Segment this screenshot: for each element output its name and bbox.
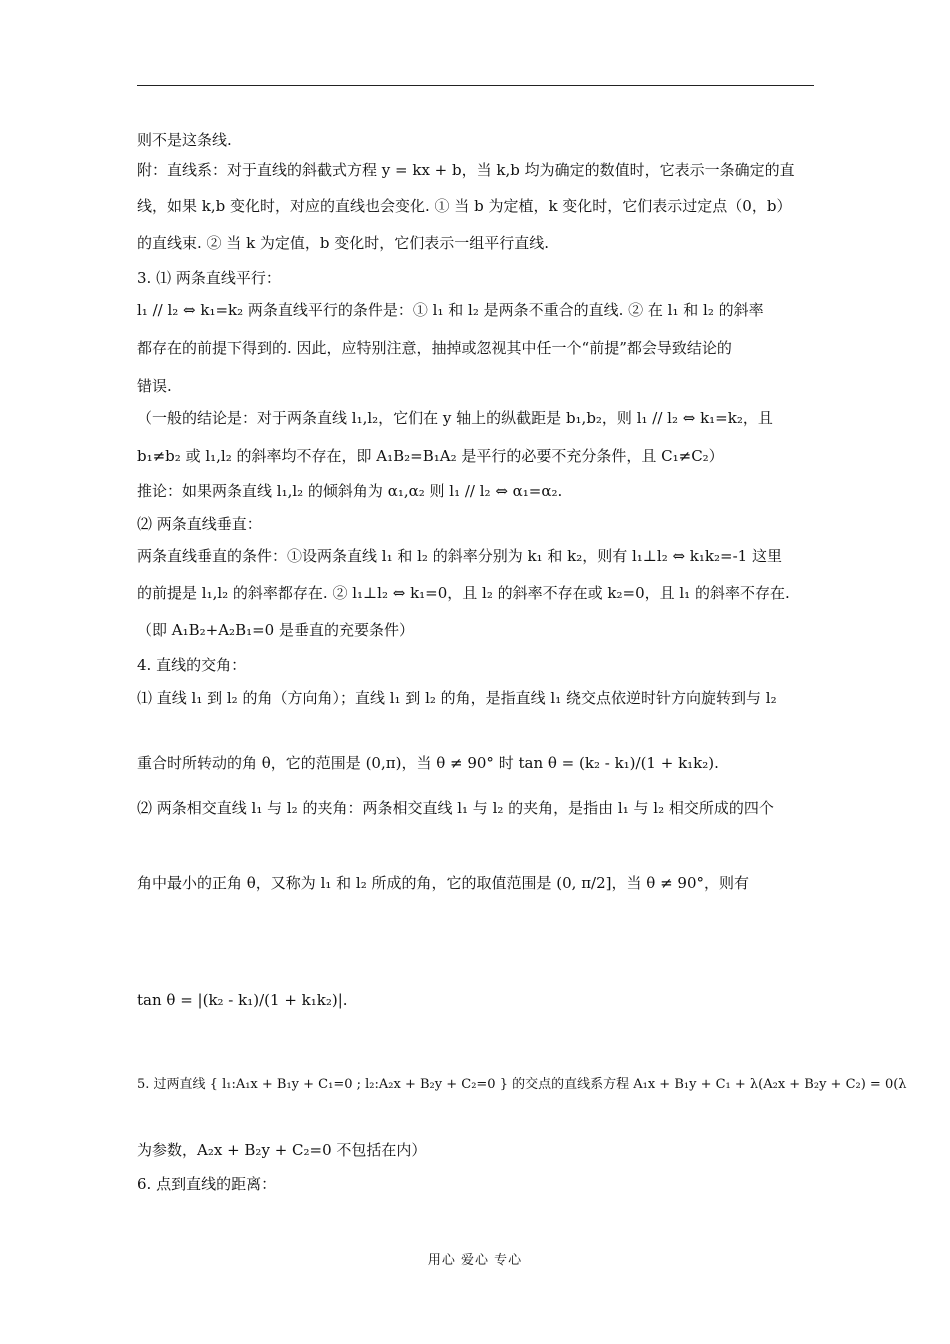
page-footer: 用心 爱心 专心 <box>427 1253 523 1268</box>
section-heading: 4. 直线的交角： <box>137 656 247 674</box>
text-line: 推论：如果两条直线 l₁,l₂ 的倾斜角为 α₁,α₂ 则 l₁ // l₂ ⇔ α₁=α₂. <box>137 482 563 500</box>
text-line: ⑴ 直线 l₁ 到 l₂ 的角（方向角）；直线 l₁ 到 l₂ 的角，是指直线 l₁ 绕交点依逆时针方向旋转到与 l₂ <box>137 689 777 707</box>
text-line: b₁≠b₂ 或 l₁,l₂ 的斜率均不存在，即 A₁B₂=B₁A₂ 是平行的必要不充分条件，且 C₁≠C₂） <box>137 447 724 465</box>
header-rule <box>137 85 814 86</box>
text-line: 附：直线系：对于直线的斜截式方程 y = kx + b，当 k,b 均为确定的数值时，它表示一条确定的直 <box>137 161 795 179</box>
text-line: 为参数，A₂x + B₂y + C₂=0 不包括在内） <box>137 1141 427 1159</box>
text-line: 两条直线垂直的条件：①设两条直线 l₁ 和 l₂ 的斜率分别为 k₁ 和 k₂，则有 l₁⊥l₂ ⇔ k₁k₂=-1 这里 <box>137 547 782 565</box>
text-line: ⑵ 两条相交直线 l₁ 与 l₂ 的夹角：两条相交直线 l₁ 与 l₂ 的夹角，是指由 l₁ 与 l₂ 相交所成的四个 <box>137 799 774 817</box>
text-line: （一般的结论是：对于两条直线 l₁,l₂，它们在 y 轴上的纵截距是 b₁,b₂，则 l₁ // l₂ ⇔ k₁=k₂，且 <box>137 409 773 427</box>
text-line: 线，如果 k,b 变化时，对应的直线也会变化. ① 当 b 为定植，k 变化时，它们表示过定点（0，b） <box>137 197 792 215</box>
text-line: l₁ // l₂ ⇔ k₁=k₂ 两条直线平行的条件是：① l₁ 和 l₂ 是两条不重合的直线. ② 在 l₁ 和 l₂ 的斜率 <box>137 301 764 319</box>
text-line: 错误. <box>137 377 172 395</box>
text-line: 重合时所转动的角 θ，它的范围是 (0,π)，当 θ ≠ 90° 时 tan θ = (k₂ - k₁)/(1 + k₁k₂). <box>137 754 719 772</box>
formula-line: 5. 过两直线 { l₁:A₁x + B₁y + C₁=0 ; l₂:A₂x + B₂y + C₂=0 } 的交点的直线系方程 A₁x + B₁y + C₁ + λ(A₂x + B₂y + C₂) = 0(λ <box>137 1077 907 1092</box>
text-line: 的直线束. ② 当 k 为定值，b 变化时，它们表示一组平行直线. <box>137 234 550 252</box>
text-line: 则不是这条线. <box>137 131 232 149</box>
section-heading: 3. ⑴ 两条直线平行： <box>137 269 281 287</box>
text-line: （即 A₁B₂+A₂B₁=0 是垂直的充要条件） <box>137 621 414 639</box>
formula-line: tan θ = |(k₂ - k₁)/(1 + k₁k₂)|. <box>137 991 348 1009</box>
section-heading: 6. 点到直线的距离： <box>137 1175 277 1193</box>
text-line: 角中最小的正角 θ，又称为 l₁ 和 l₂ 所成的角，它的取值范围是 (0, π/2]，当 θ ≠ 90°，则有 <box>137 874 749 892</box>
text-line: 的前提是 l₁,l₂ 的斜率都存在. ② l₁⊥l₂ ⇔ k₁=0，且 l₂ 的斜率不存在或 k₂=0，且 l₁ 的斜率不存在. <box>137 584 790 602</box>
section-heading: ⑵ 两条直线垂直： <box>137 515 262 533</box>
text-line: 都存在的前提下得到的. 因此，应特别注意，抽掉或忽视其中任一个“前提”都会导致结论的 <box>137 339 732 357</box>
